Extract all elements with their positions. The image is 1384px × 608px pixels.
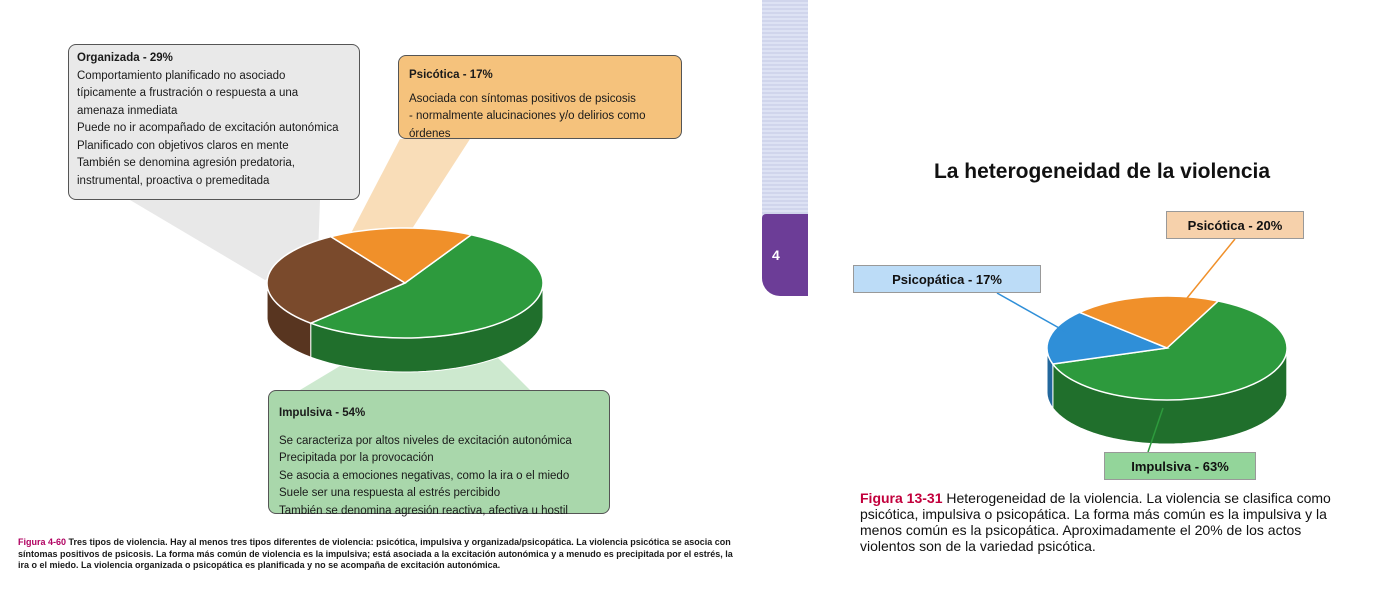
callout-psicotica — [398, 55, 682, 139]
label-impulsiva: Impulsiva - 63% — [1104, 452, 1256, 480]
callout-psicotica-title: Psicótica - 17% — [409, 69, 493, 81]
right-caption-text: Heterogeneidad de la violencia. La violencia se clasifica como psicótica, impulsiva o psicopática. La forma más común es la impulsiva y la menos común es la psicopática. Aproximadamente el 20% de los actos violentos son de la variedad psicótica. — [860, 490, 1331, 554]
chapter-tab-number: 4 — [772, 247, 780, 263]
callout-line: Se caracteriza por altos niveles de excitación autonómica — [279, 434, 572, 447]
callout-impulsiva — [268, 390, 610, 517]
callout-line: También se denomina agresión reactiva, afectiva u hostil — [279, 504, 568, 517]
right-figure-caption — [860, 490, 1360, 554]
callout-line: Comportamiento planificado no asociado — [77, 69, 286, 82]
left-pie-chart — [267, 228, 543, 372]
callout-line: Se asocia a emociones negativas, como la ira o el miedo — [279, 469, 570, 482]
callout-line: amenaza inmediata — [77, 104, 178, 117]
left-caption-text: Tres tipos de violencia. Hay al menos tres tipos diferentes de violencia: psicótica, impulsiva y organizada/psicopática. La violencia psicótica se asocia con síntomas positivos de psicosis. La forma más común de violencia es la impulsiva; está asociada a la excitación autonómica y a menudo es precipitada por el estrés, la ira o el miedo. La violencia organizada o psicopática es planificada y no se acompaña de excitación autonómica. — [18, 537, 733, 570]
callout-line: Precipitada por la provocación — [279, 452, 434, 464]
leader-psicopatica — [997, 293, 1068, 333]
label-psicopatica: Psicopática - 17% — [853, 265, 1041, 293]
callout-line: - normalmente alucinaciones y/o delirios como — [409, 110, 646, 122]
wedge-psicotica — [350, 139, 470, 235]
callout-line: instrumental, proactiva o premeditada — [77, 174, 270, 187]
right-pie-chart — [1047, 296, 1287, 444]
callout-line: Puede no ir acompañado de excitación autonómica — [77, 122, 339, 134]
right-caption-label: Figura 13-31 — [860, 490, 943, 506]
left-figure-caption — [18, 537, 738, 572]
callout-organizada — [68, 44, 360, 200]
callout-line: Suele ser una respuesta al estrés percibido — [279, 487, 501, 499]
left-caption-label: Figura 4-60 — [18, 537, 67, 547]
chapter-tab — [762, 214, 808, 296]
callout-line: Asociada con síntomas positivos de psicosis — [409, 92, 636, 105]
callout-line: Planificado con objetivos claros en mente — [77, 139, 289, 152]
callout-line: típicamente a frustración o respuesta a una — [77, 87, 299, 99]
leader-psicotica — [1183, 239, 1235, 303]
callout-impulsiva-title: Impulsiva - 54% — [279, 407, 366, 419]
callout-organizada-title: Organizada - 29% — [77, 52, 173, 64]
callout-line: También se denomina agresión predatoria, — [77, 157, 295, 169]
label-psicotica: Psicótica - 20% — [1166, 211, 1304, 239]
callout-line: órdenes — [409, 127, 451, 140]
right-chart-title: La heterogeneidad de la violencia — [933, 160, 1271, 183]
